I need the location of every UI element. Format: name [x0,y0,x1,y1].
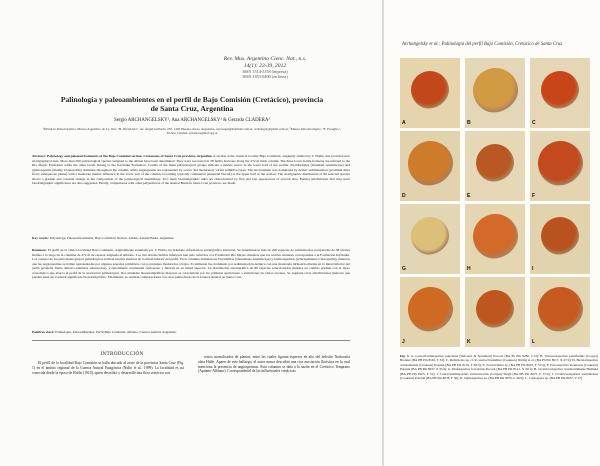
palynomorph-specimen [476,144,514,182]
caption-text: A. Concavissimisporites punctatus (Delcourt & Sprumont) Pocock (BA Pb Pm 8286, C14); B. Verrucosisporites peiniformis (Cooper) Brenner (BA PB Pm 8102, T 32); C. Retitriletes sp. cf. R. austroclavatidites (Cookson) Döring et al. (BA Pb Pm 8017, X 47/4); D. Baculatisporites comaumensis (Cookson) Potonié (BA PB Pm 8119, T 40/3); E. Foveotriletes sp. (BA PB Pm 8043, F 31/4); F. Foveosporites lacunosus (Cookson) Potonié (BA PB Pm 8037, P 35/4); G. Klukisporites foveolatus Pocock (BA PB Pm 8121, X 30/1); H. Cicatricosisporites crassiterminatus Hedlund (BA PB Pm 8105, F 31); I. Concavissimisporites variverrucatus (Couper) Singh (BA PB Pm 8075, E 37/4); J. Cicatricosisporites australiensis (Cookson) Potonié (BA PB Pm 8078, F 36); K. Sigmasporites sp. (BA PB Pm 8076, L 46/2); L. Coptospora sp. (BA PB Pm 8037, V 47) [400,354,598,381]
paper-title: Palinología y paleoambientes en el perfil de Bajo Comisión (Cretácico), provincia de Santa Cruz, Argentina [60,95,324,113]
intro-column-2: restos momificados de plantas, entre las cuales figuran especies en alto del helecho Nathorstia alata Halle. Aparte de este hallazgo, el autor nunca describió una rica asociación florística en la cual menciona la presencia de angiospermas. Esta columna se data a la sazón en el Cretácico Temprano (Aptiano-Albiano). Corresponderíal de las influenciales cretácicas [198,355,350,374]
panel-letter: K [467,339,471,345]
journal-header [190,56,340,80]
right-page [384,0,600,466]
palynomorph-specimen [408,287,453,332]
micrograph-panel-e [465,131,525,201]
palynomorph-specimen [473,68,518,113]
micrograph-panel-k [465,277,525,347]
abstract-label: Abstract: [32,154,46,158]
palynomorph-specimen [476,290,514,328]
micrograph-panel-f [530,131,590,201]
panel-letter: B [467,120,471,126]
resumen-text: El perfil de la clásica localidad Bajo Comisión, originalmente estudiada por T. Hollis, ha brindado informacion estratigráfica adicional. Se determinaron más de 200 especies de palinomorfos recuperadas de 38 niveles fértiles a lo largo de la columna de 272 m de espesor asignada al Albiano. Los tres niveles fértiles inferiores han sido referidos a la Formación Río Mayer, mientras que los niveles restantes corresponden a la Formación Kachaike. Los conteos de los principales grupos palinológicos indican niveles marinos en la mitad inferior del perfil. En la columna dominan las Pteridófitas (abundantes Anemiaceae) y Gimnospermas (principalmente Classopollis), mientras que las angiospermas se hallan representadas por algunos especies primitivos con porcentajes moderados a bajos. El ambiente fue dominado por sedimentación deltaica con una moderada influencia marina en la mitad inferior del perfil (prodelta frente deltaico-planicies subacuosas), y típicamente continental (sub-aereo y fluvial) en su mitad superior. La distribución estratigráfica de 86 especies seleccionadas muestra un cambio gradual con el lapso cronológico que abarca el perfil de la asociación palinológica. Dos unidades bioestratigráficas mayores se caracterizan por las primeras apariciones o extinciones de varios taxones. Se sugieren otras subdivisiones menores que pueden tener un eventual significado bioestratigráfico. Finalmente, se realizan comparaciones con otras palinofloras de la Cuenca Austral en Santa Cruz. [32,248,350,280]
journal-volume: 14(1): 23-39, 2012 [243,62,287,69]
micrograph-panel-a [400,58,460,128]
palynomorph-specimen [411,71,449,109]
abstract-title: Palynology and paleoenvironments of the Bajo Comisión section, Cretaceous of Santa Cruz province, Argentina. [46,154,213,158]
palynomorph-specimen [538,287,583,332]
micrograph-panel-d [400,131,460,201]
journal-name: Rev. Mus. Argentino Cienc. Nat., n.s. [223,56,307,62]
panel-letter: E [467,193,471,199]
intro-heading: INTRODUCCIÓN [100,351,144,357]
palynomorph-specimen [541,71,579,109]
micrograph-panel-j [400,277,460,347]
palabras-label: Palabras clave: [32,330,55,334]
palynomorph-specimen [473,214,518,259]
panel-letter: L [532,339,536,345]
palynomorph-specimen [408,141,453,186]
issn-print: ISSN 1514-5158 (impresa) [242,69,288,75]
panel-letter: F [532,193,536,199]
palynomorph-specimen [411,217,449,255]
micrograph-panel-b [465,58,525,128]
panel-letter: C [532,120,536,126]
micrograph-panel-i [530,204,590,274]
resumen [32,248,350,280]
caption-label: Fig. 3. [400,354,410,358]
panel-letter: A [402,120,406,126]
micrograph-panel-c [530,58,590,128]
panel-letter: G [402,266,406,272]
micrograph-panel-h [465,204,525,274]
palabras-text: Palinología, Paleoambientes, Perfil Bajo Comisión, Albiano, Cuenca Austral, Argentina. [55,330,177,334]
palabras-clave [32,330,350,335]
panel-letter: D [402,193,406,199]
running-head: Archangelsky et al.: Palinología del perfil Bajo Comisión, Cretácico de Santa Cruz [402,42,563,47]
figure-caption [400,354,598,380]
resumen-label: Resumen: [32,248,47,252]
micrograph-panel-g [400,204,460,274]
issn-online: ISSN 1853-0400 (en línea) [242,74,288,80]
micrograph-panel-l [530,277,590,347]
panel-letter: I [532,266,534,272]
keywords-label: Key words: [32,236,49,240]
paper-authors: Sergio ARCHANGELSKY¹, Ana ARCHANGELSKY¹ & Gerardo CLADERA² [114,118,270,123]
abstract-text: A section at the classical locality Bajo Comisión, originally studied by T. Hollis, has provided new stratigraphical data. More than 200 palynological species assigned to the Albian have been determined. They were recovered in 38 fertile horizons along the 272 m thick column. The three lower fertile horizons are referred to the Río Mayer Formation while the other levels belong to the Kachaike Formation. Counts of the main palynological groups indicate a marine sector in the lower half of the profile. Pteridophytes (abundant Anemiaceae) and gymnosperms (mainly Classopollis) dominate throughout the column, while angiosperms are represented by scarce and moderately varied primitive types. The environment was dominated by deltaic sedimentation (proximal delta front; subaqueous plains) with a moderate marine influence in the lower part of the column, becoming typically continental (subaerial fluvial) at the upper half of the section. The stratigraphic distribution of 86 selected species shows a gradual and constant change in the composition of the palynological assemblage. Two main biostratigraphic units are characterized by first and last appearances of several taxa. Further subdivisions that may have biostratigraphic significance are also suggested. Finally, comparisons with other palynofloras of the Austral Basin in Santa Cruz province, are made. [32,154,351,186]
abstract [32,154,350,186]
palynomorph-specimen [538,141,583,186]
panel-letter: J [402,339,405,345]
palynomorph-specimen [541,217,579,255]
panel-letter: H [467,266,471,272]
author-affiliations: ¹División Paleobotánica, Museo Argentino de Cs. Nat. "B. Rivadavia". Av. Ángel Gallardo 470, 1405 Buenos Aires, Argentina. sarcangel@hotmail.com.ar, archangel@gmail.com.ar. ²Museo Paleontológico "E. Feruglio", Trelew, Chubut. gcladera@mef.org.ar [43,127,341,136]
keywords-text: Palynology, Paleoenvironments, Bajo Comisión Section, Albian, Austral Basin, Argentina. [49,236,175,240]
intro-column-1: El perfil de la localidad Bajo Comisión se halla ubicado al oeste de la provincia Santa Cruz (Fig. 1) en el ámbito regional de la Cuenca Austral Patagónica (Nullo et al., 1999). La localidad es así conocida desde la época de Hollis (1910), quien describió y desarrolló una flora cretácica con [32,361,184,375]
keywords [32,236,350,241]
section-divider [32,340,350,341]
